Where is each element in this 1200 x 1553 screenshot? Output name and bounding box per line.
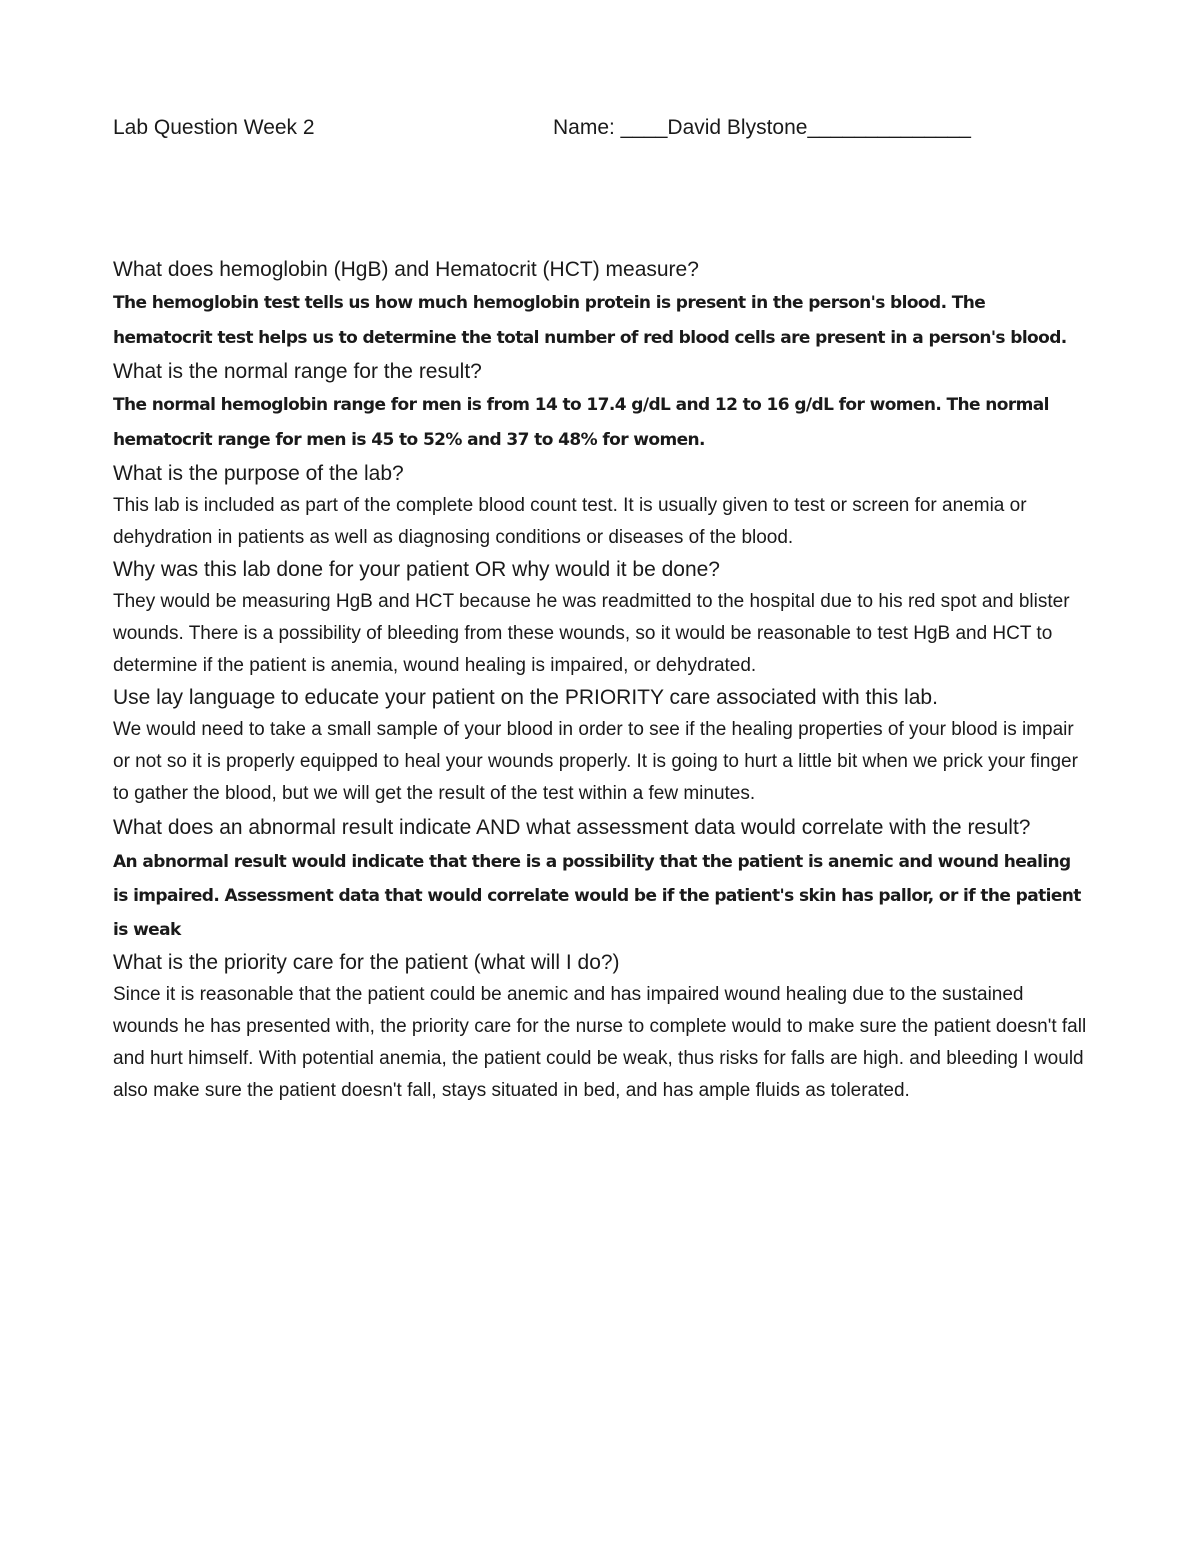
section-why-done bbox=[113, 554, 1088, 682]
question-heading: Use lay language to educate your patient on the PRIORITY care associated with this lab. bbox=[113, 686, 938, 709]
question-heading: Why was this lab done for your patient OR why would it be done? bbox=[113, 558, 720, 581]
question-heading: What is the normal range for the result? bbox=[113, 360, 482, 383]
answer-text: An abnormal result would indicate that there is a possibility that the patient is anemic and wound healing is impaired. Assessment data that would correlate would be if the patient's skin has pallor, or if the patient is weak bbox=[113, 852, 1081, 940]
question-heading: What does hemoglobin (HgB) and Hematocrit (HCT) measure? bbox=[113, 258, 699, 281]
section-hgb-hct-measure bbox=[113, 254, 1088, 356]
lab-questions bbox=[113, 254, 1088, 1107]
section-abnormal-result bbox=[113, 810, 1088, 947]
answer-text: They would be measuring HgB and HCT because he was readmitted to the hospital due to his red spot and blister wounds. There is a possibility of bleeding from these wounds, so it would be reasonable to test HgB and HCT to determine if the patient is anemia, wound healing is impaired, or dehydrated. bbox=[113, 591, 1070, 676]
answer-text: The hemoglobin test tells us how much hemoglobin protein is present in the person's blood. The hematocrit test helps us to determine the total number of red blood cells are present in a person's blood. bbox=[113, 293, 1067, 348]
answer-text: We would need to take a small sample of your blood in order to see if the healing properties of your blood is impair or not so it is properly equipped to heal your wounds properly. It is going to hurt a little bit when we prick your finger to gather the blood, but we will get the result of the test within a few minutes. bbox=[113, 719, 1078, 804]
document-title: Lab Question Week 2 bbox=[113, 116, 315, 139]
answer-text: The normal hemoglobin range for men is from 14 to 17.4 g/dL and 12 to 16 g/dL for women. The normal hematocrit range for men is 45 to 52% and 37 to 48% for women. bbox=[113, 395, 1049, 450]
section-purpose bbox=[113, 458, 1088, 554]
section-priority-care bbox=[113, 947, 1088, 1107]
student-name-line: Name: ____David Blystone______________ bbox=[553, 116, 971, 139]
question-heading: What does an abnormal result indicate AND what assessment data would correlate with the result? bbox=[113, 816, 1031, 839]
answer-text: This lab is included as part of the complete blood count test. It is usually given to test or screen for anemia or dehydration in patients as well as diagnosing conditions or diseases of the blood. bbox=[113, 495, 1027, 548]
section-normal-range bbox=[113, 356, 1088, 458]
question-heading: What is the priority care for the patient (what will I do?) bbox=[113, 951, 620, 974]
section-lay-education bbox=[113, 682, 1088, 810]
question-heading: What is the purpose of the lab? bbox=[113, 462, 404, 485]
answer-text: Since it is reasonable that the patient could be anemic and has impaired wound healing due to the sustained wounds he has presented with, the priority care for the nurse to complete would to make sure the patient doesn't fall and hurt himself. With potential anemia, the patient could be weak, thus risks for falls are high. and bleeding I would also make sure the patient doesn't fall, stays situated in bed, and has ample fluids as tolerated. bbox=[113, 984, 1087, 1101]
